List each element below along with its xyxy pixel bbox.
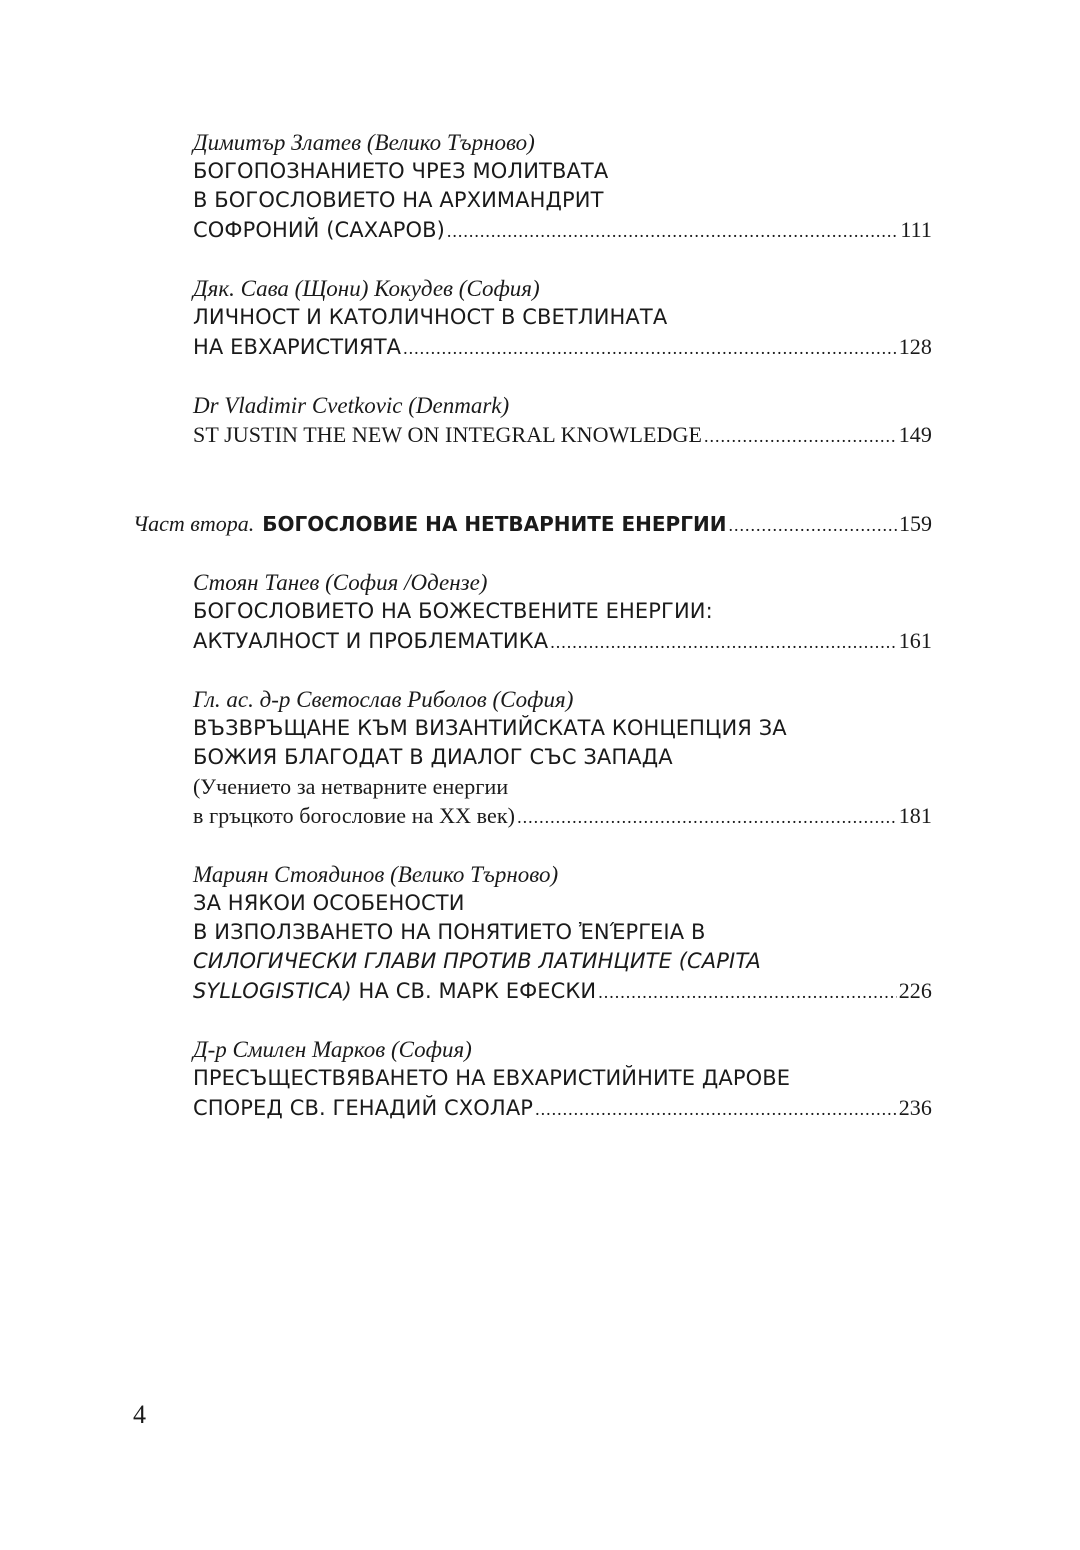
entry-title-line: ВЪЗВРЪЩАНЕ КЪМ ВИЗАНТИЙСКАТА КОНЦЕПЦИЯ ЗА	[193, 716, 787, 740]
entry-last-line	[193, 801, 932, 832]
entry-subtitle-line: (Учението за нетварните енергии	[193, 774, 509, 799]
part-heading[interactable]	[133, 509, 932, 540]
entry-title-line: ЛИЧНОСТ И КАТОЛИЧНОСТ В СВЕТЛИНАТА	[193, 305, 668, 329]
entry-title-end: АКТУАЛНОСТ И ПРОБЛЕМАТИКА	[193, 629, 549, 653]
entry-title-end: в гръцкото богословие на XX век)	[193, 803, 516, 828]
entry-page-number: 128	[898, 334, 932, 359]
entry-last-line	[193, 215, 932, 246]
part-page-number: 159	[899, 511, 932, 536]
entry-title-line: БОГОСЛОВИЕТО НА БОЖЕСТВЕНИТЕ ЕНЕРГИИ:	[193, 599, 713, 623]
entry-title-line: БОЖИЯ БЛАГОДАТ В ДИАЛОГ СЪС ЗАПАДА	[193, 745, 673, 769]
entry-last-line	[193, 626, 932, 657]
entry-italic-text: СИЛОГИЧЕСКИ ГЛАВИ ПРОТИВ ЛАТИНЦИТЕ (CAPITA	[193, 949, 761, 973]
part-title: БОГОСЛОВИЕ НА НЕТВАРНИТЕ ЕНЕРГИИ	[262, 512, 727, 536]
entry-title-end	[193, 977, 596, 1006]
entry-page-number: 161	[898, 628, 932, 653]
toc-entry[interactable]	[193, 391, 932, 451]
entry-author: Дяк. Сава (Щони) Кокудев (София)	[193, 276, 540, 301]
entry-title-end: СОФРОНИЙ (САХАРОВ)	[193, 218, 445, 242]
entry-page-number: 149	[898, 422, 932, 447]
entry-title-end-text: НА СВ. МАРК ЕФЕСКИ	[351, 979, 597, 1003]
entry-last-line	[193, 332, 932, 363]
entry-author: Мариян Стоядинов (Велико Търново)	[193, 862, 559, 887]
entry-author: Dr Vladimir Cvetkovic (Denmark)	[193, 393, 510, 418]
entry-title-line-italic	[193, 947, 932, 976]
entry-page-number: 226	[898, 978, 932, 1003]
entry-title-end: СПОРЕД СВ. ГЕНАДИЙ СХОЛАР	[193, 1096, 534, 1120]
entry-title-end: ST JUSTIN THE NEW ON INTEGRAL KNOWLEDGE	[193, 422, 703, 447]
toc-entry[interactable]	[193, 685, 932, 832]
toc-entry[interactable]	[193, 568, 932, 657]
dot-leader	[517, 803, 897, 832]
entry-last-line	[193, 420, 932, 451]
table-of-contents	[0, 128, 1080, 1124]
entry-author: Гл. ас. д-р Светослав Риболов (София)	[193, 687, 574, 712]
entry-italic-text: SYLLOGISTICA)	[193, 979, 352, 1003]
dot-leader	[728, 511, 897, 540]
entry-page-number: 236	[898, 1095, 932, 1120]
entry-title-line: В БОГОСЛОВИЕТО НА АРХИМАНДРИТ	[193, 188, 604, 212]
toc-entry[interactable]	[193, 274, 932, 363]
entry-page-number: 181	[898, 803, 932, 828]
entry-last-line	[193, 976, 932, 1007]
toc-entry[interactable]	[193, 1035, 932, 1124]
dot-leader	[704, 422, 897, 451]
entry-title-line: ЗА НЯКОИ ОСОБЕНОСТИ	[193, 891, 465, 915]
toc-entry[interactable]	[193, 860, 932, 1007]
folio-page-number: 4	[133, 1400, 146, 1429]
entry-title-line: БОГОПОЗНАНИЕТО ЧРЕЗ МОЛИТВАТА	[193, 159, 609, 183]
dot-leader	[598, 978, 896, 1007]
toc-entry[interactable]	[193, 128, 932, 246]
entry-title-end: НА ЕВХАРИСТИЯТА	[193, 335, 402, 359]
dot-leader	[550, 628, 897, 657]
entry-author: Стоян Танев (София /Одензе)	[193, 570, 488, 595]
dot-leader	[403, 334, 897, 363]
entry-title-line: ПРЕСЪЩЕСТВЯВАНЕТО НА ЕВХАРИСТИЙНИТЕ ДАРОВЕ	[193, 1066, 791, 1090]
dot-leader	[535, 1095, 897, 1124]
entry-last-line	[193, 1093, 932, 1124]
entry-page-number: 111	[900, 217, 932, 242]
part-label: Част втора.	[133, 511, 255, 536]
entry-author: Д-р Смилен Марков (София)	[193, 1037, 472, 1062]
entry-author: Димитър Златев (Велико Търново)	[193, 130, 535, 155]
entry-title-line: В ИЗПОЛЗВАНЕТО НА ПОНЯТИЕТО ἘΝΈΡΓΕΙΑ В	[193, 920, 706, 944]
dot-leader	[447, 217, 898, 246]
